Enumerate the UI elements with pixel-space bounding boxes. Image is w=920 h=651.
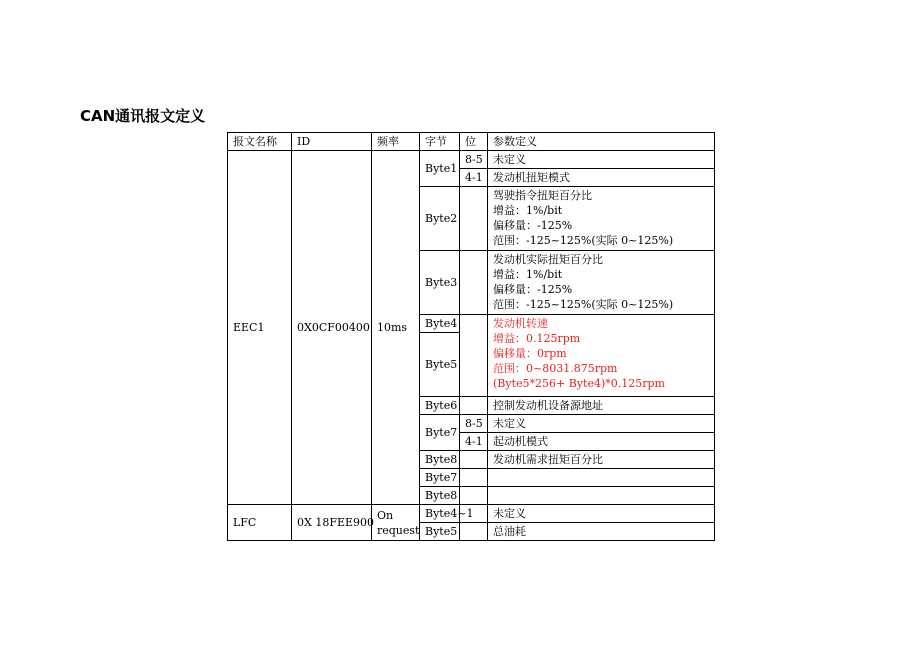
byte7b-label: Byte7: [420, 469, 460, 487]
lfc-row2-def: 总油耗: [488, 523, 715, 541]
byte4-label: Byte4: [420, 315, 460, 333]
byte7-bit-a: 8-5: [460, 415, 488, 433]
page-title: CAN通讯报文定义: [80, 107, 206, 125]
byte3-def-line: 发动机实际扭矩百分比: [493, 253, 603, 266]
byte2-def-line: 增益：1%/bit: [493, 204, 563, 217]
byte45-bit: [460, 315, 488, 397]
byte3-definition: [488, 251, 715, 315]
header-freq: 频率: [372, 133, 420, 151]
byte7-def-b: 起动机模式: [488, 433, 715, 451]
byte8b-bit: [460, 487, 488, 505]
byte7-def-a: 未定义: [488, 415, 715, 433]
byte3-def-line: 增益：1%/bit: [493, 268, 563, 281]
byte3-bit: [460, 251, 488, 315]
byte1-label: Byte1: [420, 151, 460, 187]
lfc-freq-line: On: [377, 508, 394, 522]
lfc-row1-def: 未定义: [488, 505, 715, 523]
byte1-bit-b: 4-1: [460, 169, 488, 187]
lfc-freq: [372, 505, 420, 541]
lfc-row2-label: Byte5: [420, 523, 460, 541]
byte2-def-line: 范围：-125~125%(实际 0~125%): [493, 234, 674, 247]
header-bit: 位: [460, 133, 488, 151]
byte2-def-line: 驾驶指令扭矩百分比: [493, 189, 592, 202]
speed-def-line: 增益：0.125rpm: [493, 332, 581, 345]
byte8-bit: [460, 451, 488, 469]
header-name: 报文名称: [228, 133, 292, 151]
byte1-def-b: 发动机扭矩模式: [488, 169, 715, 187]
lfc-freq-line: request: [377, 523, 420, 537]
byte8b-label: Byte8: [420, 487, 460, 505]
byte7-label: Byte7: [420, 415, 460, 451]
byte3-def-line: 偏移量：-125%: [493, 283, 573, 296]
byte8b-def: [488, 487, 715, 505]
lfc-row2-bit: [460, 523, 488, 541]
speed-def-line: 发动机转速: [493, 317, 548, 330]
header-definition: 参数定义: [488, 133, 715, 151]
byte8-label: Byte8: [420, 451, 460, 469]
header-id: ID: [292, 133, 372, 151]
byte2-bit: [460, 187, 488, 251]
byte2-definition: [488, 187, 715, 251]
eec1-name: EEC1: [228, 151, 292, 505]
table-row: [228, 505, 715, 523]
eec1-freq: 10ms: [372, 151, 420, 505]
byte5-label: Byte5: [420, 333, 460, 397]
lfc-id: 0X 18FEE900: [292, 505, 372, 541]
eec1-id: 0X0CF00400: [292, 151, 372, 505]
byte3-label: Byte3: [420, 251, 460, 315]
byte1-bit-a: 8-5: [460, 151, 488, 169]
lfc-row1-label: Byte4~1: [420, 505, 460, 523]
lfc-name: LFC: [228, 505, 292, 541]
byte6-def: 控制发动机设备源地址: [488, 397, 715, 415]
header-byte: 字节: [420, 133, 460, 151]
byte2-label: Byte2: [420, 187, 460, 251]
byte7-bit-b: 4-1: [460, 433, 488, 451]
byte3-def-line: 范围：-125~125%(实际 0~125%): [493, 298, 674, 311]
speed-def-line: 范围：0~8031.875rpm: [493, 362, 618, 375]
header-row: [228, 133, 715, 151]
byte7b-bit: [460, 469, 488, 487]
byte6-label: Byte6: [420, 397, 460, 415]
engine-speed-definition: [488, 315, 715, 397]
byte2-def-line: 偏移量：-125%: [493, 219, 573, 232]
byte7b-def: [488, 469, 715, 487]
table-row: [228, 151, 715, 169]
speed-def-line: 偏移量：0rpm: [493, 347, 567, 360]
byte1-def-a: 未定义: [488, 151, 715, 169]
can-message-table: [227, 132, 715, 541]
speed-def-line: (Byte5*256+ Byte4)*0.125rpm: [493, 377, 665, 390]
byte8-def: 发动机需求扭矩百分比: [488, 451, 715, 469]
byte6-bit: [460, 397, 488, 415]
